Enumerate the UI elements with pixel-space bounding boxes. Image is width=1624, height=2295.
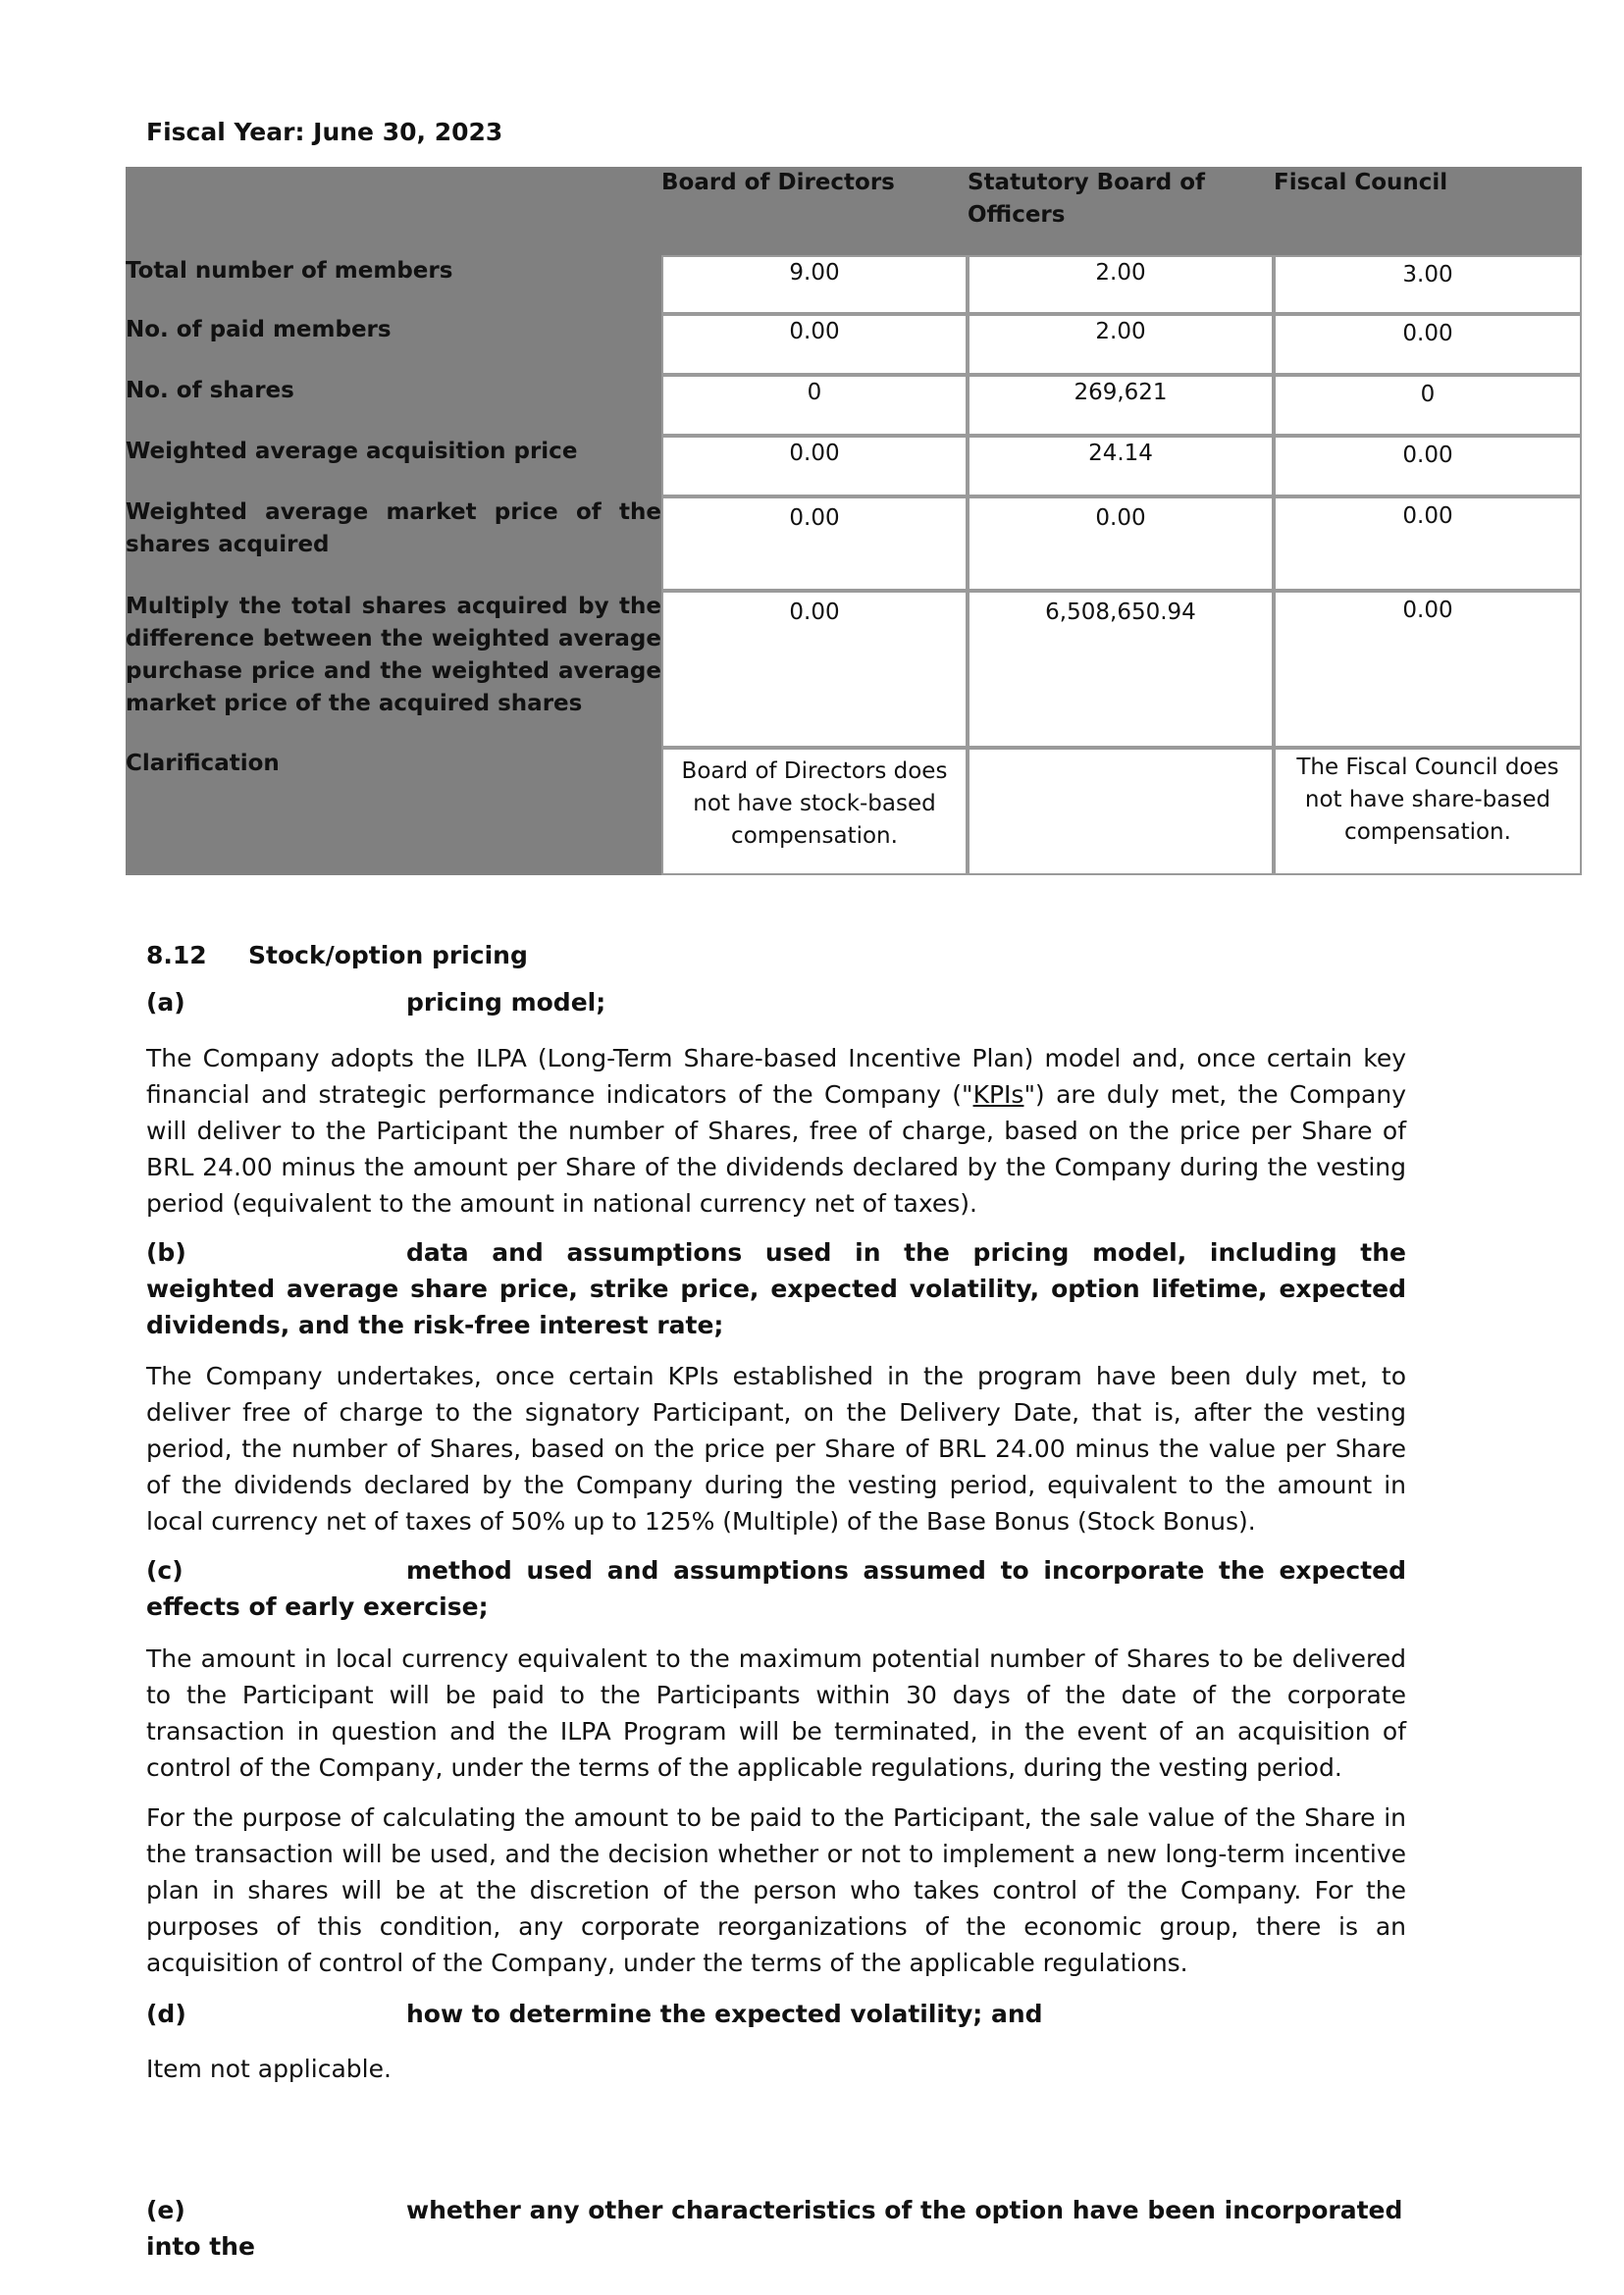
item-d-text: Item not applicable. [146,2055,392,2083]
table-cell: 9.00 [661,255,968,314]
item-e-title: whether any other characteristics of the option have been incorporated into the [146,2196,1403,2261]
item-b-label: (b) [146,1238,186,1267]
table-cell: 269,621 [968,375,1274,436]
row-label: No. of shares [126,375,661,436]
row-label: Weighted average market price of the shares acquired [126,496,661,591]
item-a-label: (a) [146,988,185,1017]
row-label: No. of paid members [126,314,661,375]
table-cell: 0.00 [1274,436,1582,496]
item-c-paragraph-1 [146,1641,1406,1786]
item-c-heading [146,1552,1406,1625]
table-cell: 0.00 [1274,496,1582,591]
row-label: Total number of members [126,255,661,314]
table-cell: 0.00 [661,496,968,591]
item-c-text-2: For the purpose of calculating the amount to be paid to the Participant, the sale value of the Share in the transaction will be used, and the decision whether or not to implement a new long-term incentive plan in shares will be at the discretion of the person who takes control of the Company. For the purposes of this condition, any corporate reorganizations of the economic group, there is an acquisition of control of the Company, under the terms of the applicable regulations. [146,1803,1406,1977]
col-header-statutory-board: Statutory Board of Officers [968,167,1274,255]
table-cell: Board of Directors does not have stock-based compensation. [661,748,968,875]
table-header-row [126,167,1582,255]
table-row [126,496,1582,591]
item-a-text-part2: ") are duly met, the Company will deliver to the Participant the number of Shares, free of charge, based on the price per Share of BRL 24.00 minus the amount per Share of the dividends declared by the Company during the vesting period (equivalent to the amount in national currency net of taxes). [146,1080,1406,1218]
table-row [126,436,1582,496]
table-cell: 24.14 [968,436,1274,496]
item-c-title: method used and assumptions assumed to incorporate the expected effects of early exercise; [146,1556,1406,1621]
item-e-heading [146,2192,1406,2265]
item-a-title: pricing model; [406,988,606,1017]
row-label: Weighted average acquisition price [126,436,661,496]
table-cell: 0 [661,375,968,436]
row-label: Multiply the total shares acquired by the difference between the weighted average purchase price and the weighted average market price of the acquired shares [126,591,661,748]
table-cell: 0.00 [661,436,968,496]
item-d-label: (d) [146,2000,186,2028]
fiscal-year-heading: Fiscal Year: June 30, 2023 [146,118,503,146]
table-row [126,591,1582,748]
item-b-title: data and assumptions used in the pricing model, including the weighted average share price, strike price, expected volatility, option lifetime, expected dividends, and the risk-free interest rate; [146,1238,1406,1339]
section-number: 8.12 [146,941,207,969]
table-cell: 2.00 [968,314,1274,375]
table-cell: 0.00 [968,496,1274,591]
table-cell: 0.00 [661,591,968,748]
table-row [126,314,1582,375]
compensation-table [126,167,1582,875]
table-row [126,255,1582,314]
item-c-paragraph-2 [146,1799,1406,1981]
table-header-blank [126,167,661,255]
section-heading [146,937,1406,973]
table-cell: 0.00 [661,314,968,375]
item-d-heading [146,1996,1406,2032]
item-e-label: (e) [146,2196,185,2224]
item-b-heading [146,1234,1406,1343]
col-header-fiscal-council: Fiscal Council [1274,167,1582,255]
section-title: Stock/option pricing [248,941,528,969]
table-cell: 0 [1274,375,1582,436]
item-b-paragraph [146,1358,1406,1539]
table-cell: 2.00 [968,255,1274,314]
item-a-paragraph [146,1040,1406,1222]
item-d-paragraph [146,2051,1406,2087]
table-cell: 0.00 [1274,591,1582,748]
table-cell: 6,508,650.94 [968,591,1274,748]
table-cell: The Fiscal Council does not have share-based compensation. [1274,748,1582,875]
item-a-text-part1: The Company adopts the ILPA (Long-Term Share-based Incentive Plan) model and, once certain key financial and strategic performance indicators of the Company (" [146,1044,1406,1109]
col-header-board-of-directors: Board of Directors [661,167,968,255]
item-c-label: (c) [146,1556,183,1585]
kpis-term: KPIs [972,1080,1024,1109]
item-c-text-1: The amount in local currency equivalent to the maximum potential number of Shares to be delivered to the Participant will be paid to the Participants within 30 days of the date of the corporate transaction in question and the ILPA Program will be terminated, in the event of an acquisition of control of the Company, under the terms of the applicable regulations, during the vesting period. [146,1644,1406,1782]
item-b-text: The Company undertakes, once certain KPIs established in the program have been duly met, to deliver free of charge to the signatory Participant, on the Delivery Date, that is, after the vesting period, the number of Shares, based on the price per Share of BRL 24.00 minus the value per Share of the dividends declared by the Company during the vesting period, equivalent to the amount in local currency net of taxes of 50% up to 125% (Multiple) of the Base Bonus (Stock Bonus). [146,1362,1406,1536]
table-cell: 3.00 [1274,255,1582,314]
item-d-title: how to determine the expected volatility; and [406,2000,1043,2028]
table-row [126,748,1582,875]
row-label: Clarification [126,748,661,875]
table-cell [968,748,1274,875]
table-row [126,375,1582,436]
section-8-12 [146,937,1406,973]
item-a-heading [146,984,1406,1020]
table-cell: 0.00 [1274,314,1582,375]
